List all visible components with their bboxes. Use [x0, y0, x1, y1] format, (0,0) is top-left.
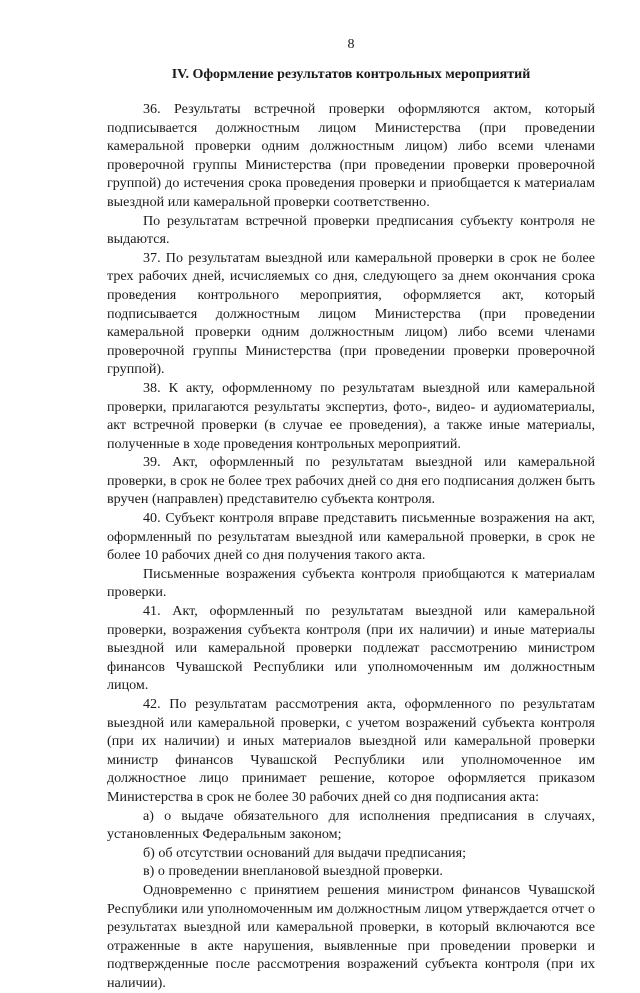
body-text — [107, 100, 595, 993]
paragraph-41: 41. Акт, оформленный по результатам выездной или камеральной проверки, возражения субъекта контроля (при их наличии) и иные материалы выездной или камеральной проверки подлежат рассмотрению министром финансов Чувашской Республики или уполномоченным им должностным лицом. — [107, 603, 595, 694]
paragraph-36-note: По результатам встречной проверки предписания субъекту контроля не выдаются. — [107, 212, 595, 248]
paragraph-40-note: Письменные возражения субъекта контроля приобщаются к материалам проверки. — [107, 565, 595, 601]
paragraph-39: 39. Акт, оформленный по результатам выездной или камеральной проверки, в срок не более трех рабочих дней со дня его подписания должен быть вручен (направлен) представителю субъекта контроля. — [107, 454, 595, 508]
paragraph-42-item-c: в) о проведении внеплановой выездной проверки. — [143, 863, 443, 880]
paragraph-40: 40. Субъект контроля вправе представить письменные возражения на акт, оформленный по результатам выездной или камеральной проверки, в срок не более 10 рабочих дней со дня получения такого акта. — [107, 510, 595, 564]
section-title: IV. Оформление результатов контрольных мероприятий — [171, 67, 531, 82]
paragraph-38: 38. К акту, оформленному по результатам выездной или камеральной проверки, прилагаются результаты экспертиз, фото-, видео- и аудиоматериалы, акт встречной проверки (в случае ее проведения), а также иные материалы, полученные в ходе проведения контрольных мероприятий. — [107, 379, 595, 452]
page-number: 8 — [347, 37, 355, 52]
document-page — [107, 36, 595, 993]
paragraph-42-report: Одновременно с принятием решения министром финансов Чувашской Республики или уполномоченным им должностным лицом утверждается отчет о результатах выездной или камеральной проверки, в который включаются все отраженные в акте нарушения, выявленные при проведении проверки и подтвержденные после рассмотрения возражений субъекта контроля (при их наличии). — [107, 881, 595, 991]
paragraph-42-item-b: б) об отсутствии оснований для выдачи предписания; — [143, 844, 466, 861]
paragraph-42-item-a: а) о выдаче обязательного для исполнения предписания в случаях, установленных Федеральным законом; — [107, 807, 595, 843]
paragraph-36: 36. Результаты встречной проверки оформляются актом, который подписывается должностным лицом Министерства (при проведении камеральной проверки одним должностным лицом) либо всеми членами проверочной группы Министерства (при проведении проверки проверочной группой) до истечения срока проведения проверки и приобщается к материалам выездной или камеральной проверки соответственно. — [107, 101, 595, 210]
paragraph-37: 37. По результатам выездной или камеральной проверки в срок не более трех рабочих дней, исчисляемых со дня, следующего за днем окончания срока проведения контрольного мероприятия, оформляется акт, который подписывается должностным лицом Министерства (при проведении камеральной проверки одним должностным лицом) либо всеми членами проверочной группы Министерства (при проведении проверки проверочной группой). — [107, 249, 595, 378]
paragraph-42: 42. По результатам рассмотрения акта, оформленного по результатам выездной или камеральной проверки, с учетом возражений субъекта контроля (при их наличии) и иных материалов выездной или камеральной проверки министр финансов Чувашской Республики или уполномоченное им должностное лицо принимает решение, которое оформляется приказом Министерства в срок не более 30 рабочих дней со дня подписания акта: — [107, 696, 595, 805]
